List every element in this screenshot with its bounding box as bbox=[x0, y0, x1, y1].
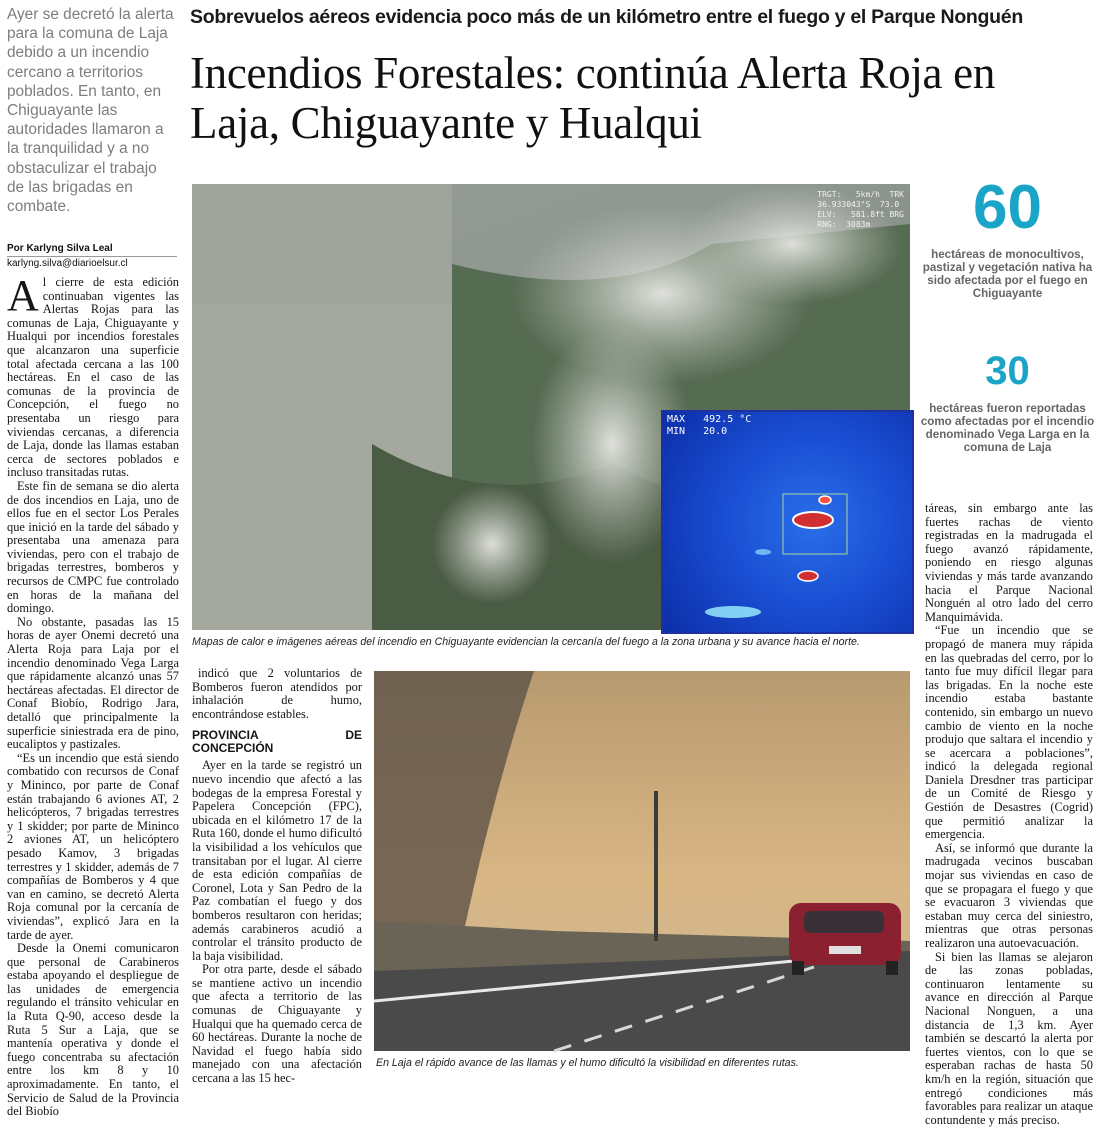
stat-text-1: hectáreas de monocultivos, pastizal y vegetación nativa ha sido afectada por el fuego en Chiguayante bbox=[922, 248, 1093, 300]
paragraph: Ayer en la tarde se registró un nuevo incendio que afectó a las bodegas de la empresa Forestal y Papelera Concepción (FPC), ubicada en el kilómetro 17 de la Ruta 160, donde el humo dificultó la visibilidad a los vehículos que transitaban por el lugar. Al cierre de esta edición compañías de Coronel, Lota y San Pedro de la Paz combatían el fuego y dos bomberos resultaron con heridas; además carabineros acudió a controlar el tránsito producto de la baja visibilidad. bbox=[192, 758, 363, 963]
paragraph: “Es un incendio que está siendo combatido con recursos de Conaf y Mininco, por parte de Conaf están trabajando 6 aviones AT, 2 helicópteros, 7 brigadas terrestres y 1 skidder; por parte de Mininco 2 aviones AT, un helicóptero pesado Kamov, 3 brigadas terrestres y 1 skidder, además de 7 compañías de Bomberos y 4 que van en camino, se decretó Alerta Roja comunal por la cercanía de viviendas”, explicó Jara en la tarde de ayer. bbox=[7, 750, 179, 942]
paragraph: Por otra parte, desde el sábado se mantiene activo un incendio que afecta a territorio de las comunas de Chiguayante y Hualqui que ha quemado cerca de 60 hectáreas. Durante la noche de Navidad el fuego había sido manejado con una afectación cercana a las 15 hec- bbox=[192, 962, 362, 1086]
thermal-hotspots bbox=[663, 412, 912, 632]
headline: Incendios Forestales: continúa Alerta Roja en Laja, Chiguayante y Hualqui bbox=[190, 48, 996, 148]
paragraph: “Fue un incendio que se propagó de manera muy rápida en las quebradas del cerro, por lo tanto fue muy difícil llegar para las brigadas. En la noche este incendio estaba bastante contenido, sin embargo un nuevo cambio de viento en la noche produjo que saltara el incendio y se acercara a poblaciones”, indicó la delegada regional Daniela Dresdner tras participar de un Comité de Riesgo y Gestión de Desastres (Cogrid) que permitió analizar la emergencia. bbox=[925, 623, 1093, 842]
kicker: Sobrevuelos aéreos evidencia poco más de un kilómetro entre el fuego y el Parque Nonguén bbox=[190, 6, 1023, 28]
paragraph: Si bien las llamas se alejaron de las zonas pobladas, continuaron lentamente su avance en dirección al Parque Nacional Nonguen, a una distancia de 1,3 km. Ayer también se descartó la alerta por fuertes vientos, con lo que se esperaban rachas de hasta 50 km/h en la región, situación que entregó condiciones más favorables para realizar un ataque contundente y más preciso. bbox=[925, 949, 1093, 1127]
article-column-2 bbox=[192, 666, 363, 1086]
road-fire-photo bbox=[374, 671, 910, 1051]
lead-paragraph: Ayer se decretó la alerta para la comuna de Laja debido a un incendio cercano a territorios poblados. En tanto, en Chiguayante las autoridades llamaron a la tranquilidad y a no obstaculizar el trabajo de las brigadas en combate. bbox=[7, 6, 174, 216]
stat-text-2: hectáreas fueron reportadas como afectadas por el incendio denominado Vega Larga en la comuna de Laja bbox=[920, 402, 1095, 454]
paragraph: táreas, sin embargo ante las fuertes rachas de viento registradas en la madrugada el fuego avanzó rápidamente, poniendo en riesgo algunas viviendas y más tarde avanzando hacia el Parque Nacional Nonguén al otro lado del cerro Manquimávida. bbox=[925, 501, 1093, 624]
aerial-fire-photo bbox=[192, 184, 910, 630]
photo-caption-road: En Laja el rápido avance de las llamas y el humo dificultó la visibilidad en diferentes rutas. bbox=[376, 1057, 799, 1069]
paragraph: Al cierre de esta edición continuaban vigentes las Alertas Rojas para las comunas de Laja, Chiguayante y Hualqui por incendios forestales que alcanzaron una superficie total afectada cercana a las 100 hectáreas. En el caso de las comunas de la provincia de Concepción, el fuego no presentaba un riesgo para viviendas cercanas, a diferencia de Laja, donde las llamas estaban cerca de sectores poblados e incluso transitadas rutas. bbox=[7, 271, 179, 480]
stat-number-1: 60 bbox=[973, 173, 1042, 242]
thermal-inset bbox=[661, 410, 914, 634]
stat-number-2: 30 bbox=[985, 349, 1030, 393]
paragraph: Así, se informó que durante la madrugada vecinos buscaban mojar sus viviendas en caso de que se propagara el fuego y que se evacuaron 3 viviendas que estaban muy cerca del siniestro, mientras que otras personas realizaron una autoevacuación. bbox=[925, 840, 1093, 950]
drop-cap: A bbox=[7, 271, 39, 320]
section-subhead: PROVINCIA DE CONCEPCIÓN bbox=[192, 728, 362, 756]
paragraph: No obstante, pasadas las 15 horas de ayer Onemi decretó una Alerta Roja para Laja por el incendio denominado Vega Larga que rápidamente alcanzó unas 57 hectáreas afectadas. El director de Conaf Biobío, Rodrigo Jara, detalló que principalmente la superficie siniestrada era de pino, eucaliptos y pastizales. bbox=[7, 614, 179, 752]
byline-author: Por Karlyng Silva Leal bbox=[7, 242, 177, 257]
thermal-readout: MAX 492.5 °C MIN 20.0 bbox=[667, 414, 752, 437]
byline bbox=[7, 242, 177, 270]
hud-readout: TRGT: 5km/h TRK 36.933043°S 73.0 ELV: 581.8ft BRG RNG: 3083m bbox=[817, 190, 904, 229]
article-column-3 bbox=[925, 501, 1093, 1127]
paragraph: Este fin de semana se dio alerta de dos incendios en Laja, uno de ellos fue en el sector Los Perales que inició en la tarde del sábado y presentaba una amenaza para viviendas, pero con el trabajo de brigadas terrestres, bomberos y recursos de CMPC fue controlado en horas de la mañana del domingo. bbox=[7, 478, 179, 616]
paragraph: indicó que 2 voluntarios de Bomberos fueron atendidos por inhalación de humo, encontrándose estables. bbox=[192, 666, 362, 721]
photo-caption-aerial: Mapas de calor e imágenes aéreas del incendio en Chiguayante evidencian la cercanía del fuego a la zona urbana y su avance hacia el norte. bbox=[192, 636, 860, 648]
paragraph: Desde la Onemi comunicaron que personal de Carabineros estaba apoyando el despliegue de las unidades de emergencia regulando el tránsito vehicular en la Ruta Q-90, acceso desde la Ruta 5 Sur a Laja, que se mantenía operativa y donde el fuego concentraba su afectación entre los km 8 y 10 aproximadamente. En tanto, el Servicio de Salud de la Provincia del Biobío bbox=[7, 941, 179, 1119]
byline-email[interactable]: karlyng.silva@diarioelsur.cl bbox=[7, 258, 128, 269]
article-column-1 bbox=[7, 271, 179, 1119]
road-scene bbox=[374, 671, 910, 1051]
